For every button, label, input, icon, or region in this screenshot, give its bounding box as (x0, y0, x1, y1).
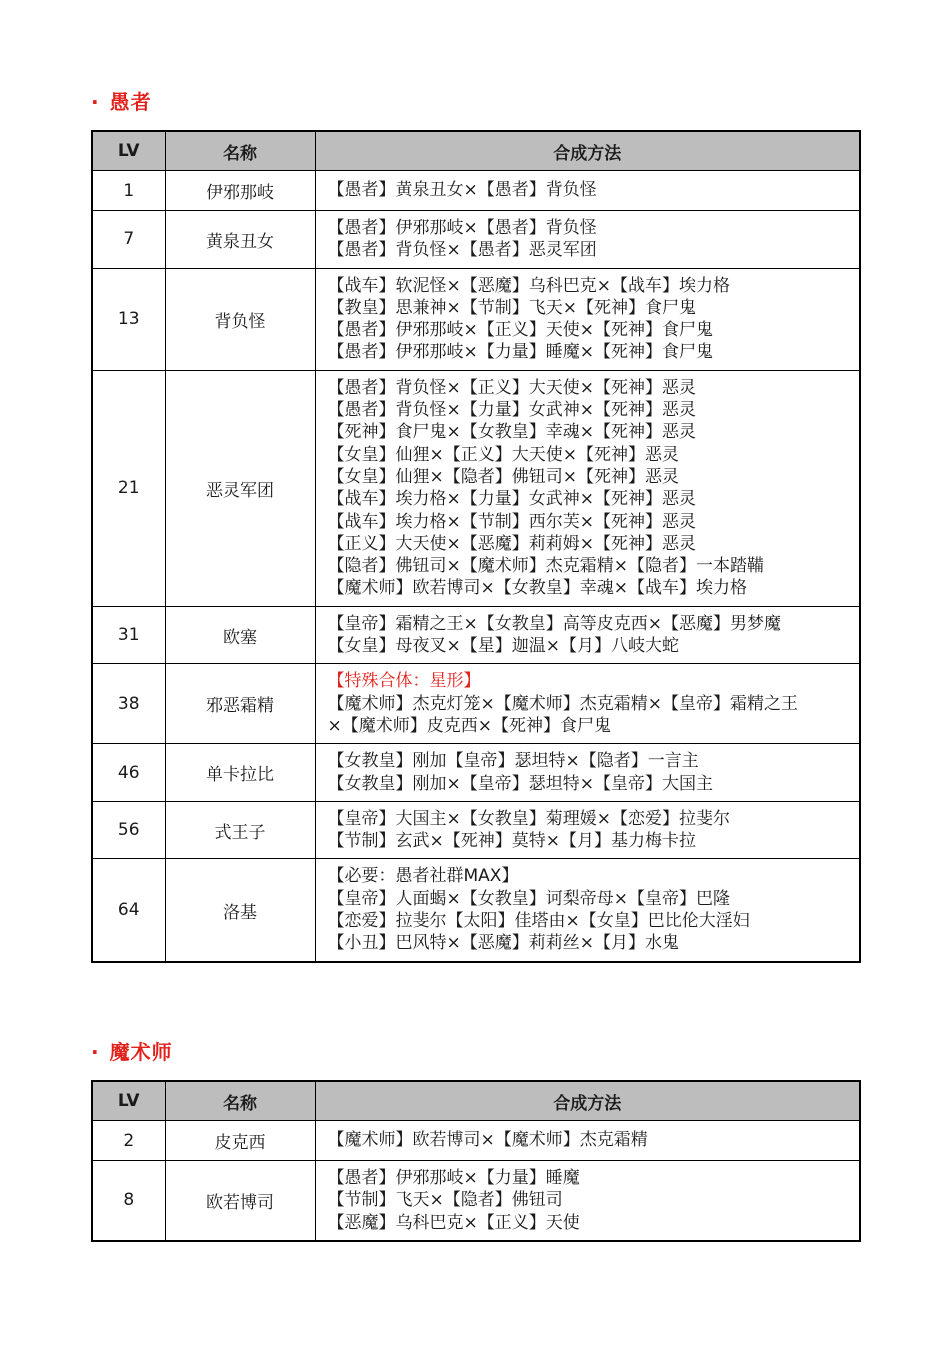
fusion-method-cell (315, 801, 860, 859)
fusion-method-cell (315, 370, 860, 606)
table-header-row (92, 1081, 860, 1121)
fusion-recipe-line: 【小丑】巴风特×【恶魔】莉莉丝×【月】水鬼 (327, 933, 679, 954)
fusion-recipe-line: 【魔术师】杰克灯笼×【魔术师】杰克霜精×【皇帝】霜精之王 (327, 693, 798, 714)
table-row (92, 801, 860, 859)
bullet: · (91, 1040, 100, 1064)
fusion-recipe-line: 【隐者】佛钮司×【魔术师】杰克霜精×【隐者】一本踏鞴 (327, 556, 764, 577)
fusion-recipe-line: 【女教皇】刚加×【皇帝】瑟坦特×【皇帝】大国主 (327, 773, 713, 794)
table-row (92, 1161, 860, 1241)
level-cell: 13 (92, 268, 165, 370)
fusion-recipe-line: 【节制】飞天×【隐者】佛钮司 (327, 1190, 563, 1211)
header-name: 名称 (165, 131, 315, 171)
fusion-method-cell (315, 1121, 860, 1161)
persona-name-cell: 单卡拉比 (165, 744, 315, 802)
level-cell: 38 (92, 664, 165, 744)
persona-name-cell: 恶灵军团 (165, 370, 315, 606)
persona-name-cell: 皮克西 (165, 1121, 315, 1161)
fusion-method-cell (315, 744, 860, 802)
fusion-recipe-line: 【女皇】仙狸×【隐者】佛钮司×【死神】恶灵 (327, 466, 679, 487)
fusion-recipe-line: 【皇帝】人面蝎×【女教皇】诃梨帝母×【皇帝】巴隆 (327, 888, 730, 909)
fusion-table (91, 1080, 861, 1242)
section-title (91, 1038, 859, 1066)
table-row (92, 1121, 860, 1161)
fusion-method-cell (315, 606, 860, 664)
fusion-recipe-line: 【战车】软泥怪×【恶魔】乌科巴克×【战车】埃力格 (327, 275, 730, 296)
table-row (92, 664, 860, 744)
persona-name-cell: 伊邪那岐 (165, 171, 315, 211)
fusion-recipe-line: 【愚者】背负怪×【愚者】恶灵军团 (327, 240, 597, 261)
fusion-recipe-line: 【教皇】思兼神×【节制】飞天×【死神】食尸鬼 (327, 297, 696, 318)
fusion-recipe-line: 【皇帝】霜精之王×【女教皇】高等皮克西×【恶魔】男梦魔 (327, 613, 781, 634)
fusion-recipe-line: 【女教皇】刚加【皇帝】瑟坦特×【隐者】一言主 (327, 751, 699, 772)
header-method: 合成方法 (315, 131, 860, 171)
bullet: · (91, 90, 100, 114)
level-cell: 7 (92, 211, 165, 269)
fusion-recipe-line: 【战车】埃力格×【节制】西尔芙×【死神】恶灵 (327, 511, 696, 532)
fusion-recipe-line: 【节制】玄武×【死神】莫特×【月】基力梅卡拉 (327, 831, 696, 852)
section-magician (91, 1038, 859, 1242)
level-cell: 2 (92, 1121, 165, 1161)
fusion-recipe-line: 【愚者】伊邪那岐×【正义】天使×【死神】食尸鬼 (327, 320, 713, 341)
fusion-method-cell (315, 211, 860, 269)
fusion-recipe-line: 【女皇】仙狸×【正义】大天使×【死神】恶灵 (327, 444, 679, 465)
persona-name-cell: 背负怪 (165, 268, 315, 370)
table-row (92, 268, 860, 370)
table-row (92, 859, 860, 962)
fusion-recipe-line: ×【魔术师】皮克西×【死神】食尸鬼 (327, 715, 611, 736)
fusion-recipe-line: 【女皇】母夜叉×【星】迦温×【月】八岐大蛇 (327, 636, 679, 657)
fusion-recipe-line: 【愚者】背负怪×【正义】大天使×【死神】恶灵 (327, 377, 696, 398)
section-title (91, 88, 859, 116)
fusion-recipe-line: 【正义】大天使×【恶魔】莉莉姆×【死神】恶灵 (327, 533, 696, 554)
persona-name-cell: 邪恶霜精 (165, 664, 315, 744)
persona-name-cell: 黄泉丑女 (165, 211, 315, 269)
section-title-text: 愚者 (109, 90, 152, 114)
section-title-text: 魔术师 (109, 1040, 173, 1064)
fusion-recipe-line: 【愚者】黄泉丑女×【愚者】背负怪 (327, 180, 597, 201)
table-row (92, 606, 860, 664)
fusion-method-cell (315, 1161, 860, 1241)
level-cell: 21 (92, 370, 165, 606)
fusion-recipe-line: 【必要：愚者社群MAX】 (327, 866, 519, 887)
fusion-recipe-line: 【死神】食尸鬼×【女教皇】幸魂×【死神】恶灵 (327, 422, 696, 443)
level-cell: 64 (92, 859, 165, 962)
table-row (92, 171, 860, 211)
fusion-table (91, 130, 861, 963)
fusion-recipe-line: 【魔术师】欧若博司×【女教皇】幸魂×【战车】埃力格 (327, 578, 747, 599)
special-fusion-note: 【特殊合体：星形】 (327, 671, 481, 692)
fusion-recipe-line: 【战车】埃力格×【力量】女武神×【死神】恶灵 (327, 489, 696, 510)
fusion-recipe-line: 【愚者】伊邪那岐×【力量】睡魔 (327, 1168, 580, 1188)
persona-name-cell: 欧若博司 (165, 1161, 315, 1241)
table-row (92, 211, 860, 269)
fusion-method-cell (315, 171, 860, 211)
persona-name-cell: 式王子 (165, 801, 315, 859)
header-lv: LV (92, 131, 165, 171)
table-row (92, 370, 860, 606)
level-cell: 8 (92, 1161, 165, 1241)
header-lv: LV (92, 1081, 165, 1121)
level-cell: 46 (92, 744, 165, 802)
table-header-row (92, 131, 860, 171)
fusion-method-cell (315, 268, 860, 370)
persona-name-cell: 欧塞 (165, 606, 315, 664)
header-name: 名称 (165, 1081, 315, 1121)
fusion-recipe-line: 【愚者】背负怪×【力量】女武神×【死神】恶灵 (327, 400, 696, 421)
fusion-recipe-line: 【愚者】伊邪那岐×【力量】睡魔×【死神】食尸鬼 (327, 342, 713, 363)
fusion-recipe-line: 【愚者】伊邪那岐×【愚者】背负怪 (327, 218, 597, 238)
fusion-recipe-line: 【皇帝】大国主×【女教皇】菊理媛×【恋爱】拉斐尔 (327, 808, 730, 829)
level-cell: 1 (92, 171, 165, 211)
fusion-recipe-line: 【魔术师】欧若博司×【魔术师】杰克霜精 (327, 1130, 648, 1151)
fusion-method-cell (315, 664, 860, 744)
level-cell: 56 (92, 801, 165, 859)
fusion-recipe-line: 【恶魔】乌科巴克×【正义】天使 (327, 1212, 580, 1233)
level-cell: 31 (92, 606, 165, 664)
header-method: 合成方法 (315, 1081, 860, 1121)
section-fool (91, 88, 859, 963)
fusion-recipe-line: 【恋爱】拉斐尔【太阳】佳塔由×【女皇】巴比伦大淫妇 (327, 911, 750, 932)
fusion-method-cell (315, 859, 860, 962)
persona-name-cell: 洛基 (165, 859, 315, 962)
table-row (92, 744, 860, 802)
